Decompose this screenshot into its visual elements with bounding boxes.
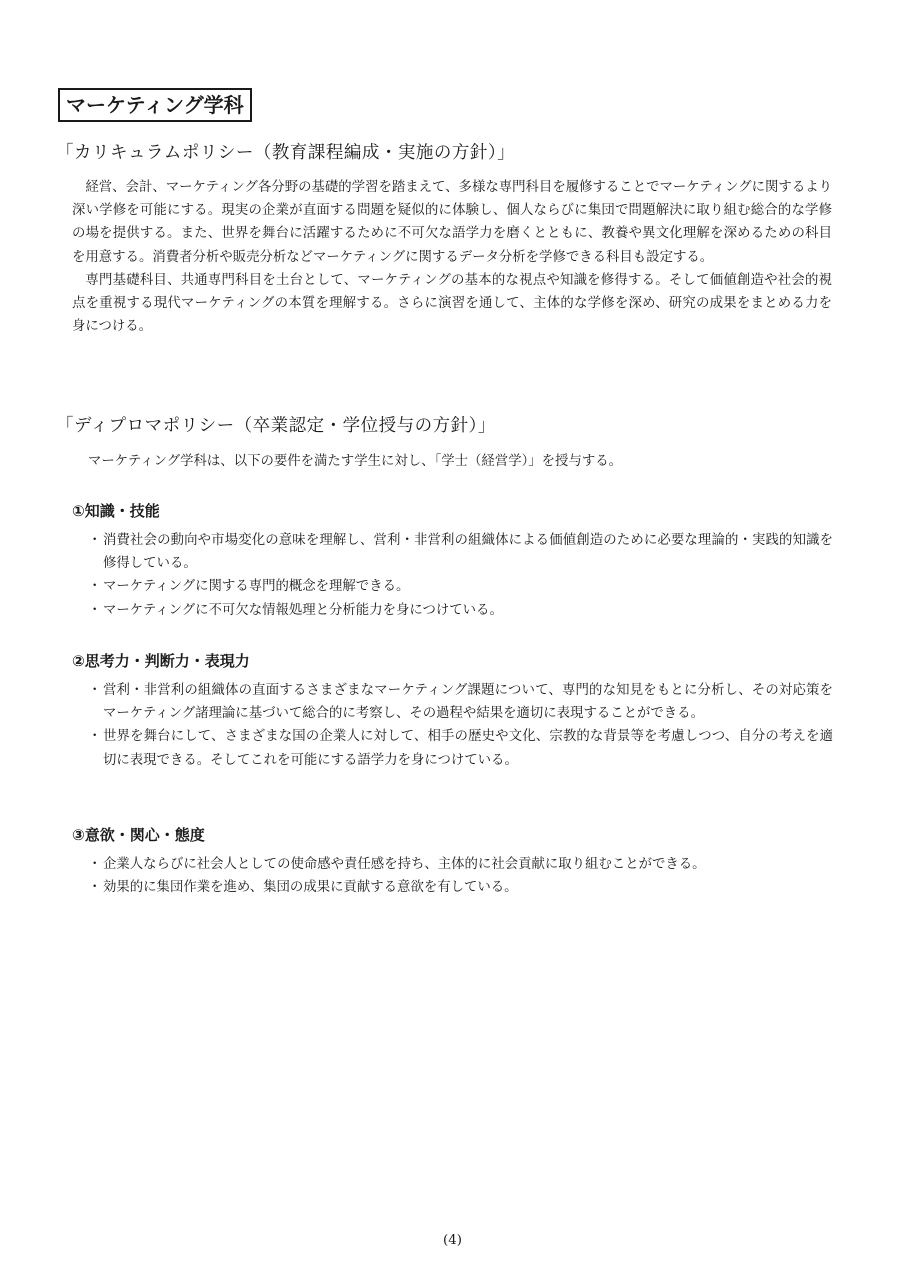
diploma-policy-heading: 「ディプロマポリシー（卒業認定・学位授与の方針）」 (56, 416, 496, 436)
list-item-text: 企業人ならびに社会人としての使命感や責任感を持ち、主体的に社会貢献に取り組むことができる。 (103, 857, 706, 872)
section-title-knowledge-skills: ①知識・技能 (72, 502, 160, 520)
list-item (88, 529, 833, 575)
list-item-text: 消費社会の動向や市場変化の意味を理解し、営利・非営利の組織体による価値創造のために必要な理論的・実践的知識を修得している。 (103, 533, 833, 572)
curriculum-policy-heading: 「カリキュラムポリシー（教育課程編成・実施の方針）」 (56, 143, 516, 163)
bullet-mark: ・ (88, 729, 102, 745)
curriculum-policy-body (72, 176, 832, 338)
list-item (88, 725, 833, 771)
bullet-mark: ・ (88, 880, 102, 896)
curriculum-paragraph: 経営、会計、マーケティング各分野の基礎的学習を踏まえて、多様な専門科目を履修することでマーケティングに関するより深い学修を可能にする。現実の企業が直面する問題を疑似的に体験し、個人ならびに集団で問題解決に取り組む総合的な学修の場を提供する。また、世界を舞台に活躍するために不可欠な語学力を磨くとともに、教養や異文化理解を深めるための科目を用意する。消費者分析や販売分析などマーケティングに関するデータ分析を学修できる科目も設定する。 (72, 180, 832, 265)
section-title-thinking-judgment-expression: ②思考力・判断力・表現力 (72, 652, 250, 670)
list-item-text: マーケティングに関する専門的概念を理解できる。 (103, 579, 410, 595)
bullet-mark: ・ (88, 602, 102, 618)
thinking-judgment-expression-list (88, 679, 833, 772)
list-item-text: マーケティングに不可欠な情報処理と分析能力を身につけている。 (103, 602, 503, 618)
bullet-mark: ・ (88, 579, 102, 595)
list-item-text: 営利・非営利の組織体の直面するさまざまなマーケティング課題について、専門的な知見をもとに分析し、その対応策をマーケティング諸理論に基づいて総合的に考察し、その過程や結果を適切に表現することができる。 (103, 683, 833, 722)
motivation-interest-attitude-list (88, 853, 833, 899)
department-title: マーケティング学科 (58, 88, 252, 122)
list-item-text: 世界を舞台にして、さまざまな国の企業人に対して、相手の歴史や文化、宗教的な背景等を考慮しつつ、自分の考えを適切に表現できる。そしてこれを可能にする語学力を身につけている。 (103, 729, 833, 768)
bullet-mark: ・ (88, 857, 102, 872)
section-title-motivation-interest-attitude: ③意欲・関心・態度 (72, 826, 205, 844)
list-item (88, 876, 833, 899)
curriculum-paragraph: 専門基礎科目、共通専門科目を土台として、マーケティングの基本的な視点や知識を修得する。そして価値創造や社会的視点を重視する現代マーケティングの本質を理解する。さらに演習を通して、主体的な学修を深め、研究の成果をまとめる力を身につける。 (72, 272, 832, 335)
diploma-policy-intro: マーケティング学科は、以下の要件を満たす学生に対し、「学士（経営学）」を授与する。 (88, 454, 623, 469)
list-item (88, 575, 833, 598)
bullet-mark: ・ (88, 533, 102, 548)
list-item (88, 853, 833, 876)
list-item (88, 599, 833, 622)
bullet-mark: ・ (88, 683, 102, 698)
knowledge-skills-list (88, 529, 833, 622)
list-item (88, 679, 833, 725)
list-item-text: 効果的に集団作業を進め、集団の成果に貢献する意欲を有している。 (103, 880, 518, 896)
page-number: (4) (443, 1233, 462, 1248)
